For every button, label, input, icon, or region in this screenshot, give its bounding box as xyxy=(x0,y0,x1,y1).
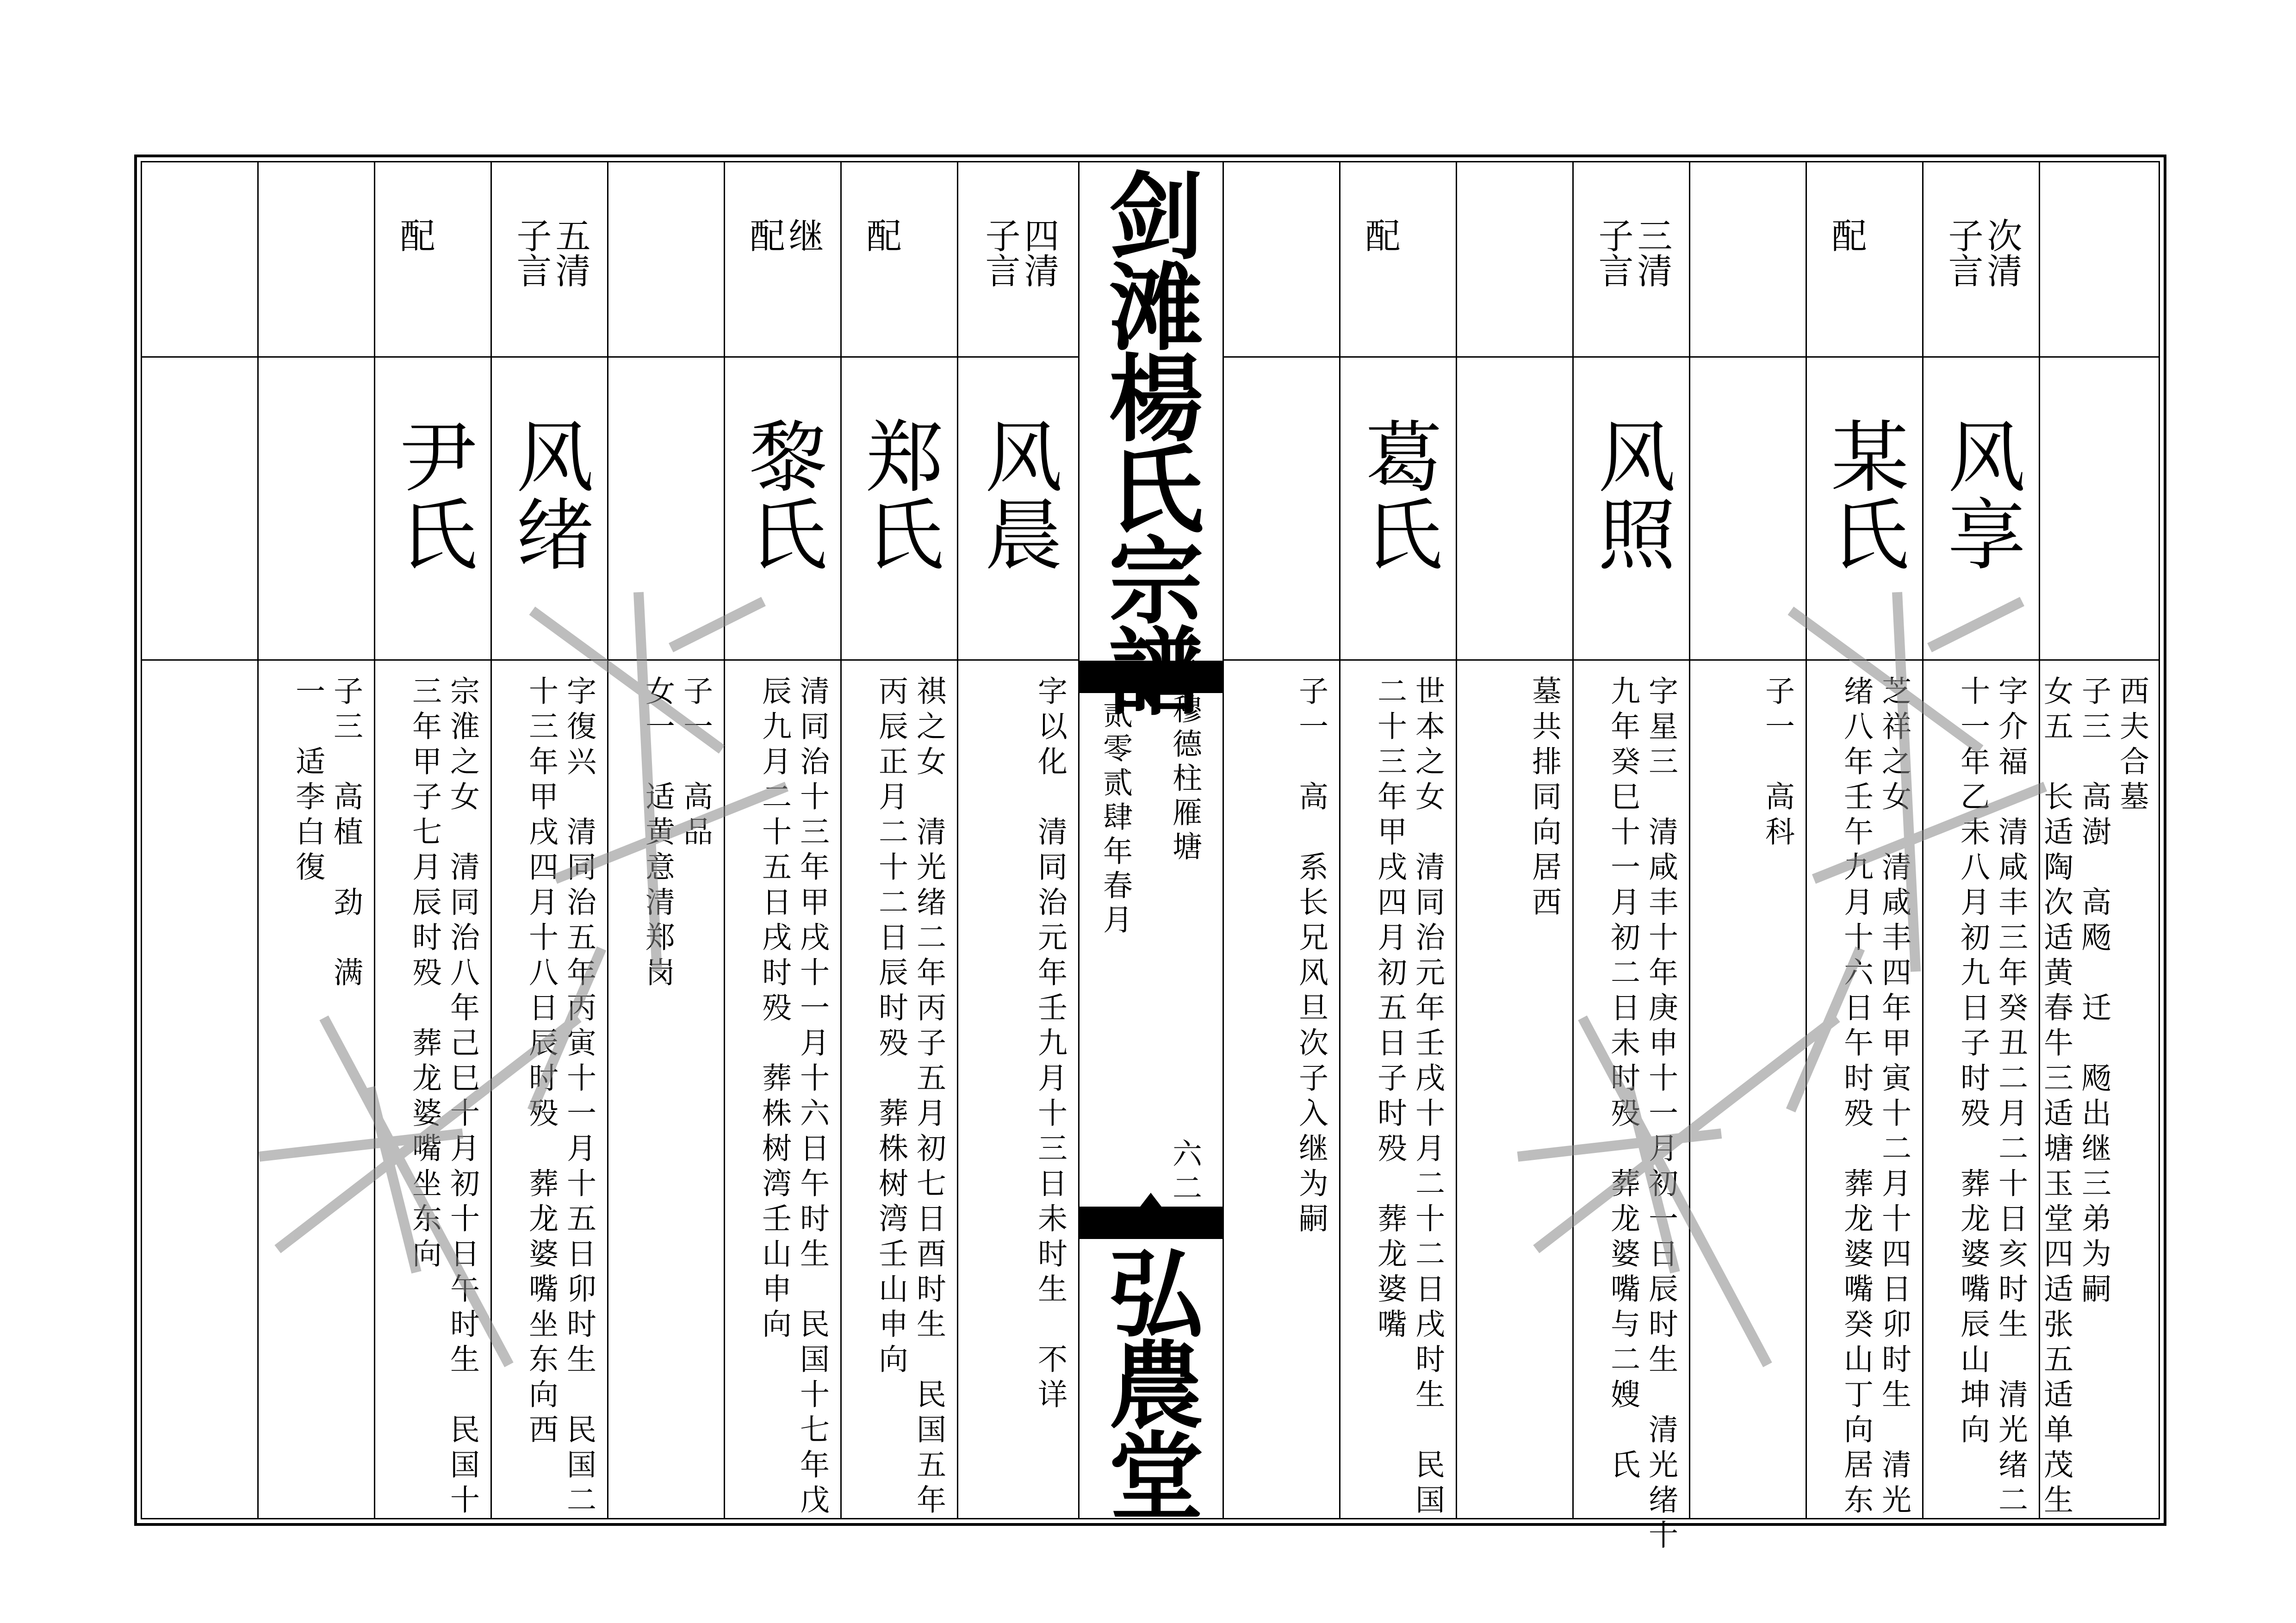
col-line xyxy=(257,161,259,1519)
person-detail: 清同治十三年甲戌十一月十六日午时生 民国十七年戊 辰九月二十五日戌时殁 葬株树湾壬山申向 xyxy=(757,675,829,1519)
person-detail: 字復兴 清同治五年丙寅十一月十五日卯时生 民国二 十三年甲戌四月十八日辰时殁 葬龙婆嘴坐东向西 xyxy=(524,675,596,1519)
person-detail: 字星三 清咸丰十年庚申十一月初一日辰时生 清光绪十 九年癸巳十一月初二日未时殁 葬龙婆嘴与二嫂 氏 xyxy=(1606,675,1678,1555)
relation-label: 五清 子言 xyxy=(511,217,591,288)
col-line xyxy=(490,161,492,1519)
col-line xyxy=(1456,161,1457,1519)
col-line xyxy=(1806,161,1807,1519)
col-line xyxy=(374,161,375,1519)
relation-label: 三清 子言 xyxy=(1593,217,1673,288)
row-divider-top xyxy=(141,356,1078,358)
person-detail: 西夫合墓 子三 高澍 高飏 迁 飏出继三弟为嗣 女五 长适陶次适黄春牛三适塘玉堂四适张五适单茂生 xyxy=(2039,675,2149,1519)
col-line xyxy=(607,161,608,1519)
person-name: 某氏 xyxy=(1818,416,1909,572)
person-name: 郑氏 xyxy=(853,416,944,572)
person-detail: 子一 高 系长兄风旦次子入继为嗣 xyxy=(1294,675,1328,1238)
person-detail: 字以化 清同治元年壬九月十三日未时生 不详 xyxy=(1033,675,1067,1414)
person-detail: 墓共排同向居西 xyxy=(1527,675,1561,922)
person-detail: 宗淮之女 清同治八年己巳十月初十日午时生 民国十 三年甲子七月辰时殁 葬龙婆嘴坐东向 xyxy=(407,675,479,1519)
compile-date: 贰零贰肆年春月 xyxy=(1098,699,1132,938)
person-name: 风享 xyxy=(1935,416,2026,572)
col-line xyxy=(1339,161,1340,1519)
compiler-place: 穆德柱雁塘 xyxy=(1167,694,1202,865)
page-number: 六二 xyxy=(1167,1138,1202,1207)
row-divider-top-right xyxy=(1224,356,2160,358)
person-detail: 子三 高植 劲 满 一 适李白復 xyxy=(291,675,363,992)
person-detail: 祺之女 清光绪二年丙子五月初七日酉时生 民国五年 丙辰正月二十二日辰时殁 葬株树湾壬山申向 xyxy=(874,675,946,1519)
row-divider-mid xyxy=(141,659,1078,661)
relation-label: 配 xyxy=(394,217,435,253)
col-line xyxy=(1922,161,1924,1519)
col-line xyxy=(724,161,725,1519)
person-detail: 子一 高科 xyxy=(1760,675,1794,851)
relation-label: 配 xyxy=(1826,217,1867,253)
person-name: 葛氏 xyxy=(1352,416,1443,572)
person-name: 黎氏 xyxy=(737,416,827,572)
person-name: 风绪 xyxy=(503,416,594,572)
person-name: 风晨 xyxy=(972,416,1063,572)
person-detail: 世本之女 清同治元年壬戌十月二十二日戌时生 民国 二十三年甲戌四月初五日子时殁 葬龙婆嘴 xyxy=(1372,675,1445,1519)
row-divider-mid-right xyxy=(1224,659,2160,661)
hall-name: 弘農堂 xyxy=(1092,1245,1203,1518)
col-line xyxy=(1689,161,1690,1519)
relation-label: 四清 子言 xyxy=(980,217,1060,288)
person-name: 风照 xyxy=(1585,416,1676,572)
person-detail: 芝祥之女 清咸丰四年甲寅十二月十四日卯时生 清光 绪八年壬午九月十六日午时殁 葬龙婆嘴癸山丁向居东 xyxy=(1839,675,1911,1519)
relation-label: 配 xyxy=(861,217,902,253)
person-name: 尹氏 xyxy=(387,416,478,572)
person-detail: 子一 高品 女一 适黄意清郑岗 xyxy=(640,675,713,992)
relation-label: 次清 子言 xyxy=(1942,217,2023,288)
col-line xyxy=(1572,161,1574,1519)
relation-label: 继 配 xyxy=(744,217,824,253)
col-line xyxy=(957,161,958,1519)
person-detail: 字介福 清咸丰三年癸丑二月二十日亥时生 清光绪二 十一年乙未八月初九日子时殁 葬龙婆嘴辰山坤向 xyxy=(1955,675,2028,1519)
col-line xyxy=(840,161,842,1519)
genealogy-title: 剑滩楊氏宗譜 xyxy=(1092,167,1203,713)
relation-label: 配 xyxy=(1359,217,1401,253)
